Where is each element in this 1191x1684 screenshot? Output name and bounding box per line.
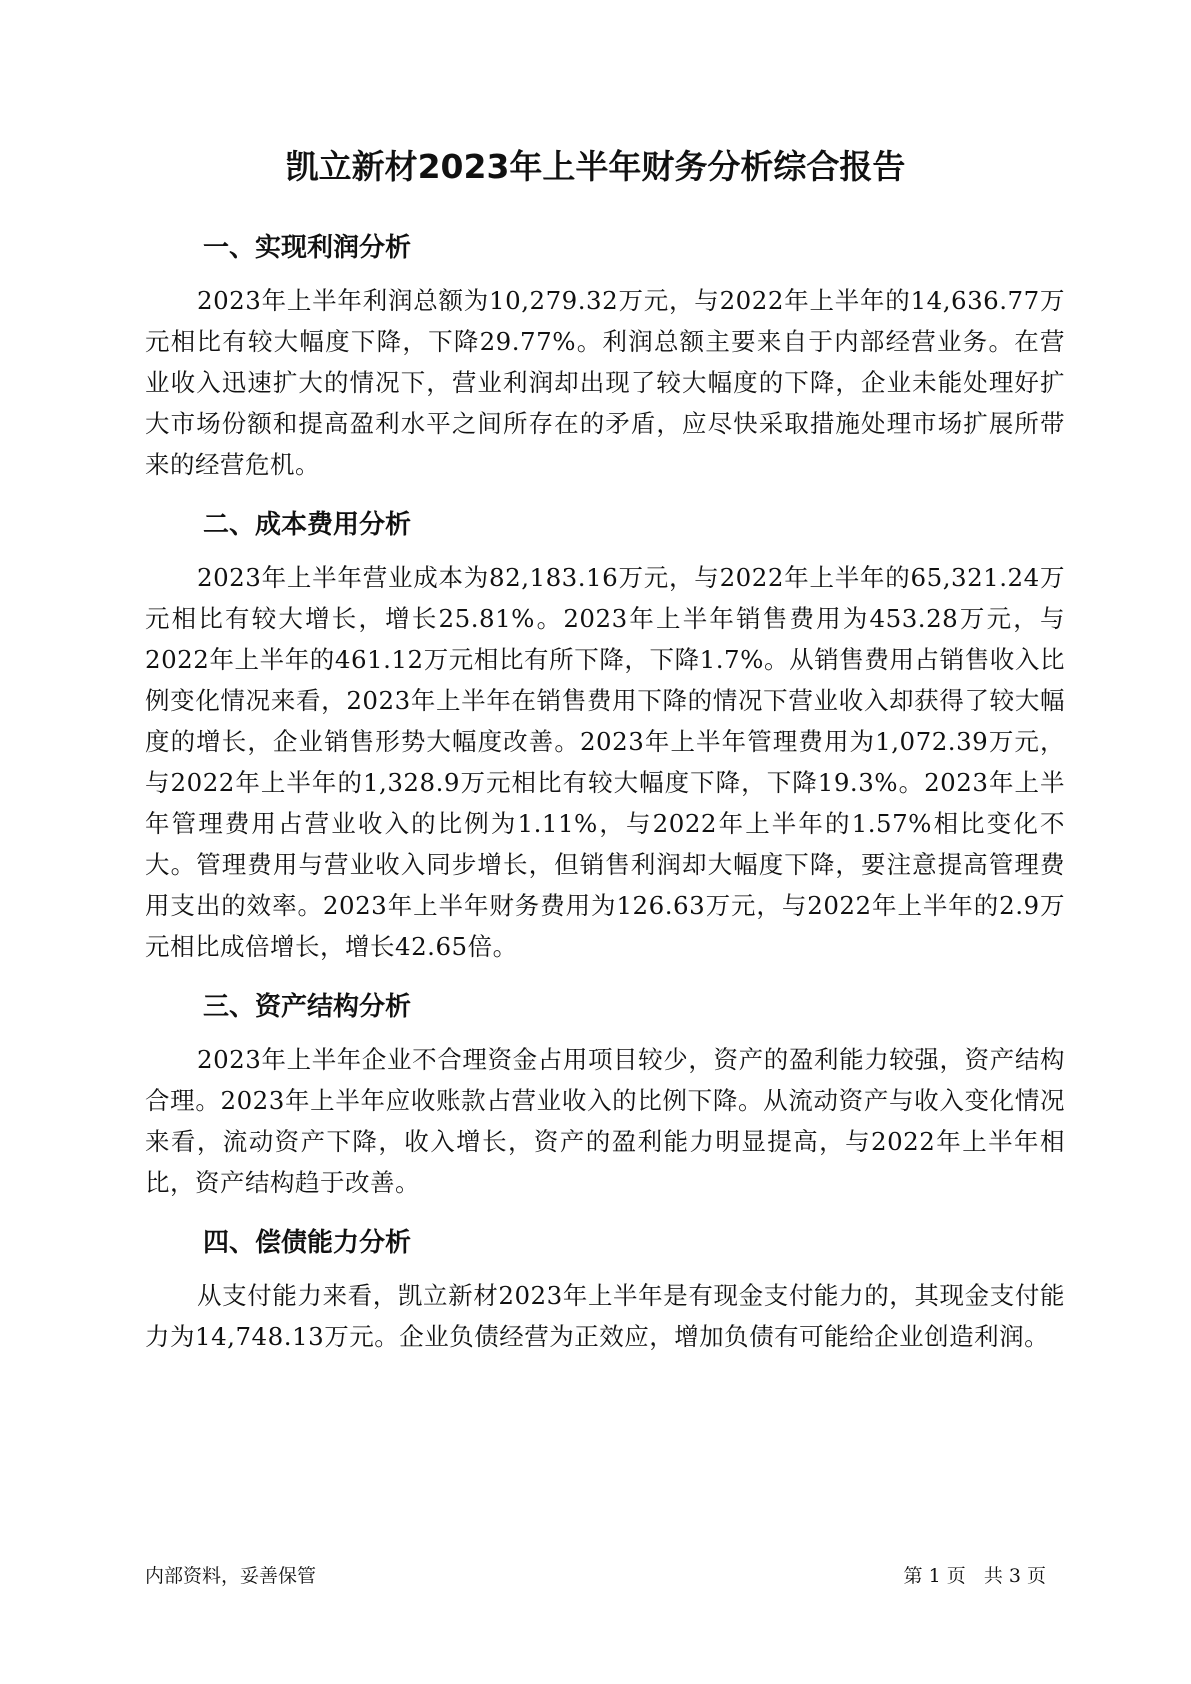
report-body (145, 230, 1065, 1379)
footer-confidential-note: 内部资料，妥善保管 (145, 1565, 317, 1587)
section-paragraph: 2023年上半年利润总额为10,279.32万元，与2022年上半年的14,636.77万元相比有较大幅度下降，下降29.77%。利润总额主要来自于内部经营业务。在营业收入迅速扩大的情况下，营业利润却出现了较大幅度的下降，企业未能处理好扩大市场份额和提高盈利水平之间所存在的矛盾，应尽快采取措施处理市场扩展所带来的经营危机。 (145, 286, 1065, 479)
page-title: 凯立新材2023年上半年财务分析综合报告 (285, 147, 906, 186)
section-paragraph: 2023年上半年企业不合理资金占用项目较少，资产的盈利能力较强，资产结构合理。2023年上半年应收账款占营业收入的比例下降。从流动资产与收入变化情况来看，流动资产下降，收入增长，资产的盈利能力明显提高，与2022年上半年相比，资产结构趋于改善。 (145, 1045, 1065, 1197)
section-asset-structure-analysis (145, 989, 1065, 1203)
section-profit-analysis (145, 230, 1065, 485)
section-heading: 四、偿债能力分析 (203, 1228, 412, 1258)
section-heading: 二、成本费用分析 (203, 510, 412, 540)
page-number-text: 第 1 页 共 3 页 (903, 1565, 1046, 1587)
section-heading: 一、实现利润分析 (203, 233, 412, 263)
section-solvency-analysis (145, 1225, 1065, 1357)
section-cost-analysis (145, 507, 1065, 967)
footer-page-number (904, 1563, 1046, 1589)
section-paragraph: 2023年上半年营业成本为82,183.16万元，与2022年上半年的65,321.24万元相比有较大增长，增长25.81%。2023年上半年销售费用为453.28万元，与2022年上半年的461.12万元相比有所下降，下降1.7%。从销售费用占销售收入比例变化情况来看，2023年上半年在销售费用下降的情况下营业收入却获得了较大幅度的增长，企业销售形势大幅度改善。2023年上半年管理费用为1,072.39万元，与2022年上半年的1,328.9万元相比有较大幅度下降，下降19.3%。2023年上半年管理费用占营业收入的比例为1.11%，与2022年上半年的1.57%相比变化不大。管理费用与营业收入同步增长，但销售利润却大幅度下降，要注意提高管理费用支出的效率。2023年上半年财务费用为126.63万元，与2022年上半年的2.9万元相比成倍增长，增长42.65倍。 (145, 563, 1065, 961)
section-heading: 三、资产结构分析 (203, 992, 412, 1022)
section-paragraph: 从支付能力来看，凯立新材2023年上半年是有现金支付能力的，其现金支付能力为14,748.13万元。企业负债经营为正效应，增加负债有可能给企业创造利润。 (145, 1281, 1065, 1351)
